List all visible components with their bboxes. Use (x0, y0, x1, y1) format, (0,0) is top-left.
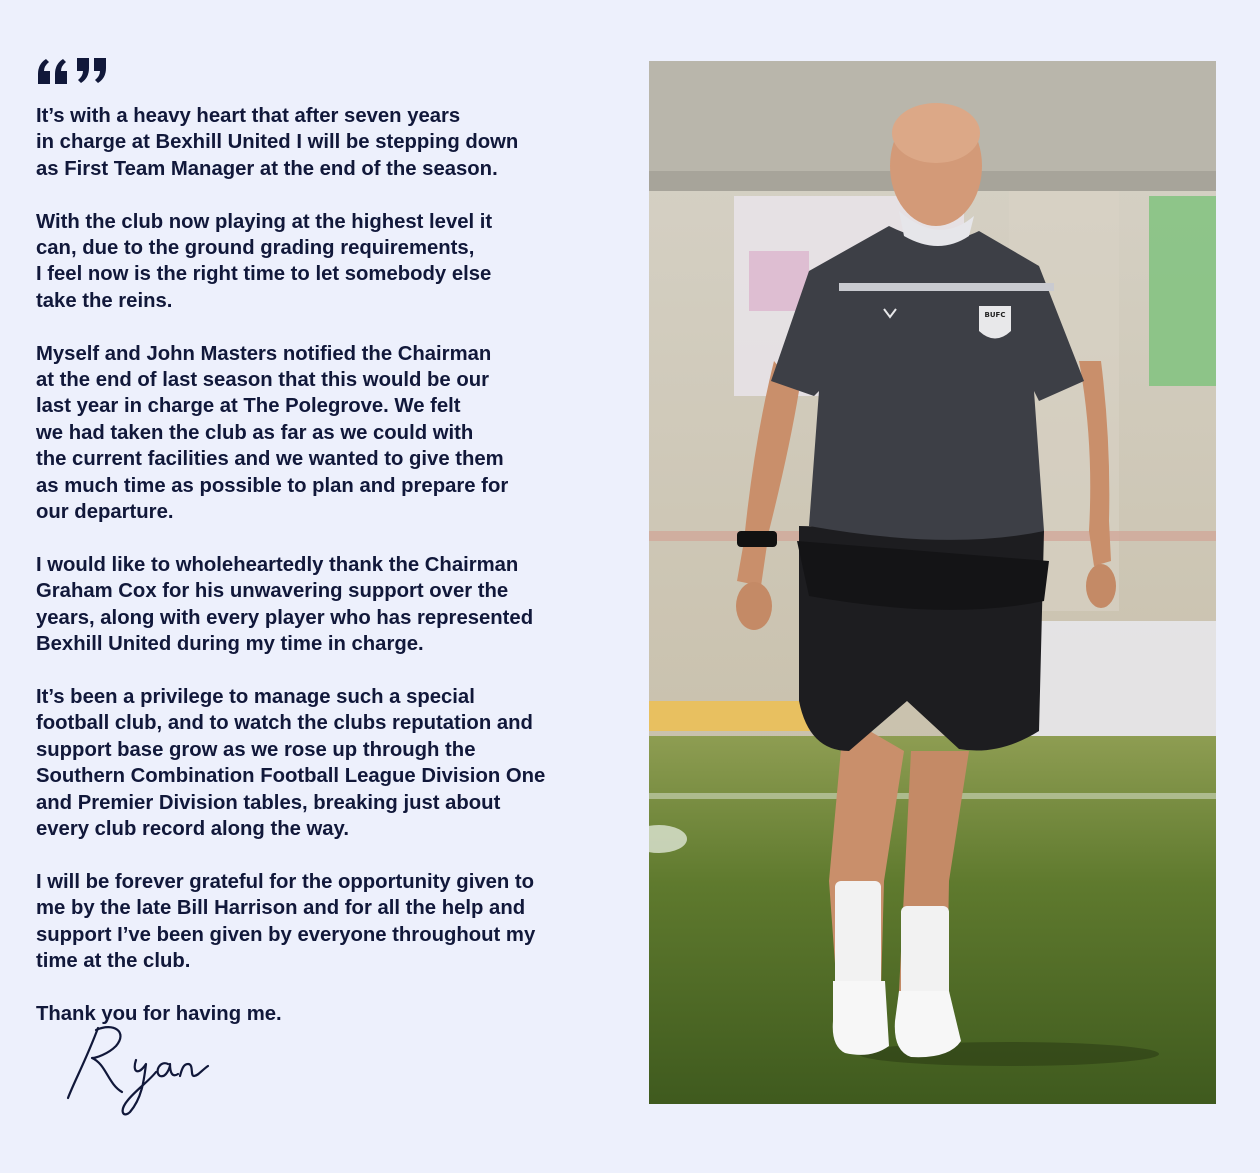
manager-photo (649, 61, 1216, 1104)
statement-line: Myself and John Masters notified the Chairman (36, 342, 492, 365)
statement-paragraph (36, 209, 616, 315)
statement-paragraph (36, 869, 616, 975)
statement-line: we had taken the club as far as we could with (36, 421, 474, 444)
statement-line: Thank you for having me. (36, 1002, 282, 1025)
statement-line: the current facilities and we wanted to give them (36, 448, 504, 471)
statement-line: time at the club. (36, 949, 191, 972)
statement-line: I will be forever grateful for the opportunity given to (36, 870, 535, 893)
statement-line: With the club now playing at the highest level it (36, 210, 493, 233)
statement-line: I feel now is the right time to let somebody else (36, 263, 492, 286)
statement-line: our departure. (36, 501, 174, 524)
statement-paragraph (36, 552, 616, 658)
statement-line: football club, and to watch the clubs reputation and (36, 712, 533, 735)
crest-text: BUFC (984, 311, 1006, 319)
statement-line: in charge at Bexhill United I will be stepping down (36, 131, 519, 154)
statement-line: as First Team Manager at the end of the season. (36, 157, 498, 180)
statement-line: last year in charge at The Polegrove. We felt (36, 395, 461, 418)
statement-line: as much time as possible to plan and prepare for (36, 474, 509, 497)
statement-line: and Premier Division tables, breaking just about (36, 791, 501, 814)
statement-line: every club record along the way. (36, 817, 349, 840)
statement-line: Bexhill United during my time in charge. (36, 633, 424, 656)
statement-line: Graham Cox for his unwavering support over the (36, 580, 509, 603)
quotation-marks-icon (36, 56, 108, 86)
statement-line: It’s with a heavy heart that after seven years (36, 105, 461, 127)
statement-paragraph (36, 684, 616, 842)
statement-text (36, 103, 616, 1054)
statement-line: I would like to wholeheartedly thank the Chairman (36, 553, 519, 576)
statement-paragraph (36, 103, 616, 182)
statement-line: can, due to the ground grading requirements, (36, 237, 475, 260)
statement-line: Southern Combination Football League Division One (36, 765, 546, 788)
statement-paragraph (36, 341, 616, 526)
statement-line: at the end of last season that this would be our (36, 369, 489, 392)
statement-line: take the reins. (36, 289, 173, 312)
statement-line: support I’ve been given by everyone throughout my (36, 923, 536, 946)
statement-line: me by the late Bill Harrison and for all the help and (36, 897, 526, 920)
signature-ryan (56, 1020, 226, 1120)
statement-line: It’s been a privilege to manage such a special (36, 685, 475, 708)
statement-line: support base grow as we rose up through the (36, 738, 476, 761)
statement-line: years, along with every player who has represented (36, 606, 534, 629)
